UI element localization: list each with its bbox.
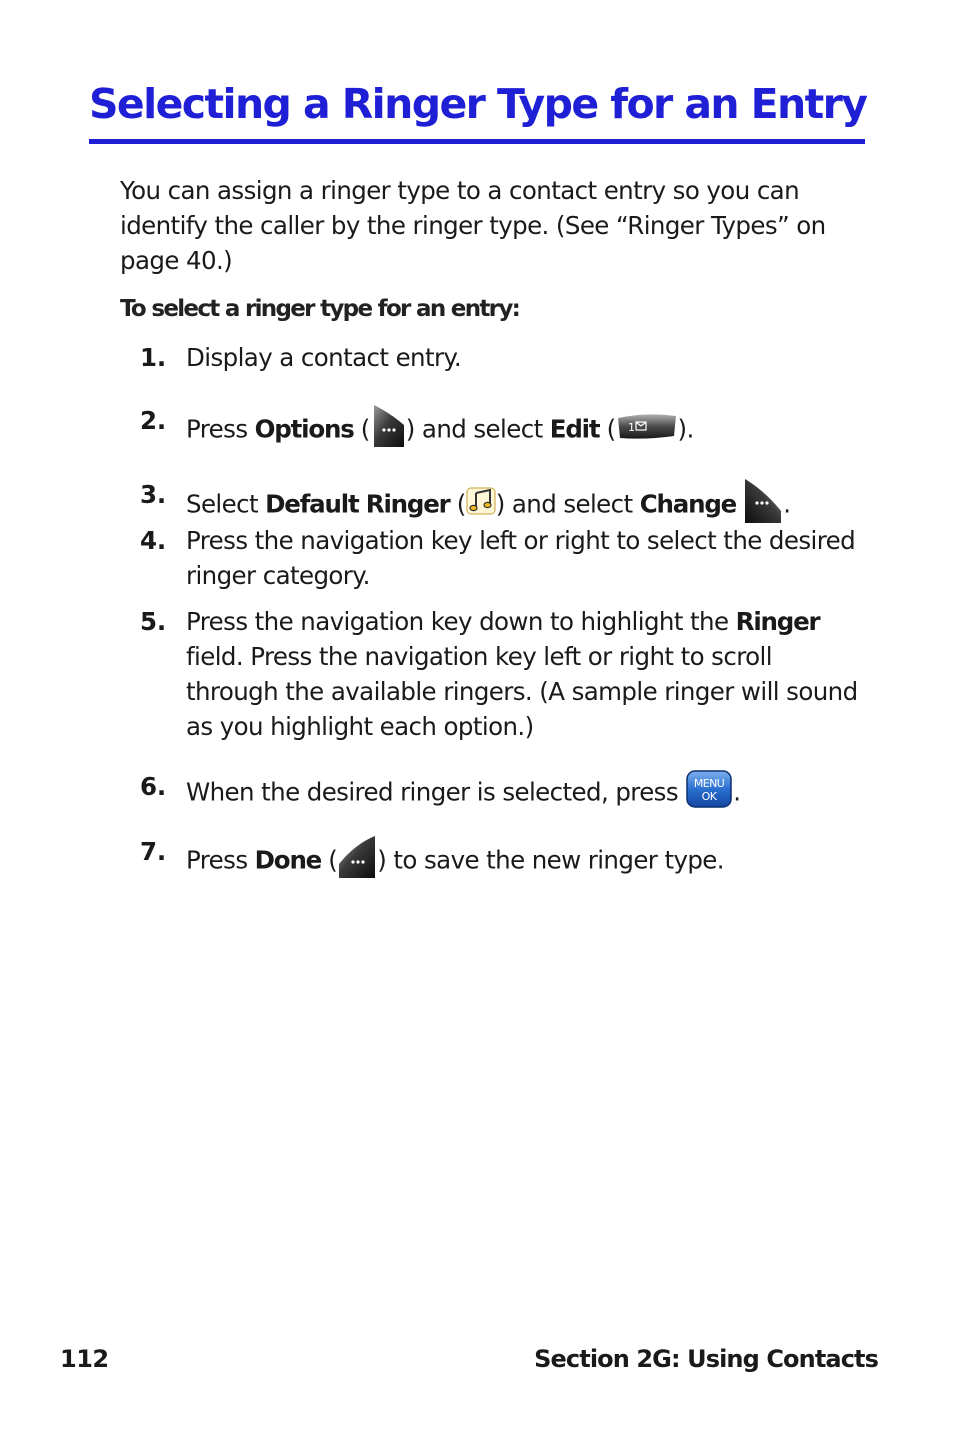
page-number: 112 xyxy=(60,1345,109,1373)
step-text: Press the navigation key left or right to select the desired ringer category. xyxy=(186,526,856,590)
step-text: Select Default Ringer ( ) and select Change . xyxy=(186,477,860,534)
step-text: Press Options ( ) and select Edit ( 1 ). xyxy=(186,403,860,458)
step-number: 6. xyxy=(140,772,166,801)
softkey-ellipsis-icon xyxy=(370,403,406,458)
page-title: Selecting a Ringer Type for an Entry xyxy=(89,80,867,128)
svg-text:OK: OK xyxy=(701,790,717,803)
step-number: 3. xyxy=(140,480,166,509)
step-5 xyxy=(140,604,860,744)
softkey-ellipsis-icon xyxy=(337,834,377,889)
step-number: 4. xyxy=(140,526,166,555)
step-text: When the desired ringer is selected, press MENU OK . xyxy=(186,769,860,818)
done-label: Done xyxy=(254,845,322,875)
edit-label: Edit xyxy=(549,414,600,444)
music-note-icon xyxy=(466,487,496,524)
step-2 xyxy=(140,403,860,458)
step-text: Press the navigation key down to highlight the Ringer field. Press the navigation key left or right to scroll through the available ringers. (A sample ringer will sound as you highlight each option.) xyxy=(186,607,858,741)
intro-paragraph: You can assign a ringer type to a contact entry so you can identify the caller by the ringer type. (See “Ringer Types” on page 40.) xyxy=(120,176,826,275)
default-ringer-label: Default Ringer xyxy=(265,489,450,519)
step-text: Display a contact entry. xyxy=(186,343,462,372)
step-1 xyxy=(140,340,860,375)
step-number: 2. xyxy=(140,406,166,435)
menu-ok-key-icon xyxy=(685,769,733,818)
step-number: 5. xyxy=(140,607,166,636)
step-number: 7. xyxy=(140,837,166,866)
svg-text:MENU: MENU xyxy=(694,777,725,790)
step-7 xyxy=(140,834,860,889)
step-4 xyxy=(140,523,860,593)
title-divider xyxy=(89,139,865,144)
options-label: Options xyxy=(254,414,354,444)
ringer-label: Ringer xyxy=(735,607,820,636)
procedure-heading: To select a ringer type for an entry: xyxy=(120,296,520,322)
section-title: Section 2G: Using Contacts xyxy=(534,1345,878,1373)
change-label: Change xyxy=(639,489,737,519)
one-key-voicemail-icon xyxy=(616,410,678,451)
step-text: Press Done ( ) to save the new ringer type. xyxy=(186,834,860,889)
step-6 xyxy=(140,769,860,818)
svg-text:1: 1 xyxy=(627,421,634,434)
step-number: 1. xyxy=(140,343,166,372)
